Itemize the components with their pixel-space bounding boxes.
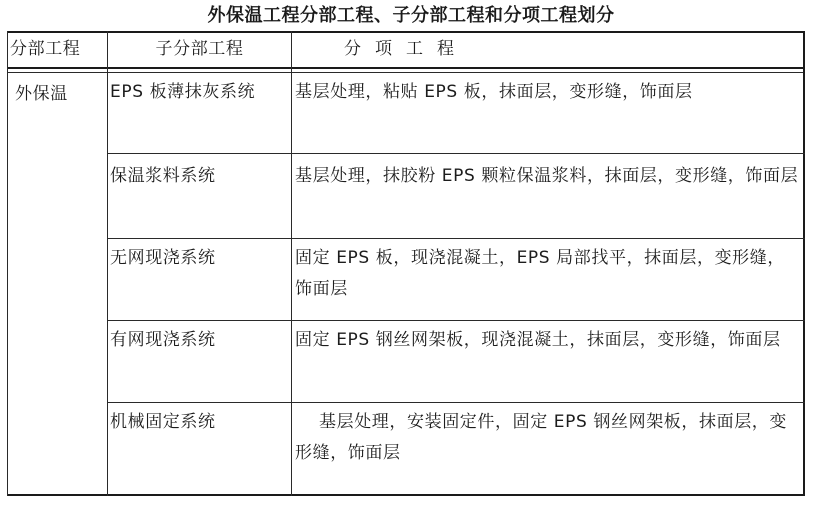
column-divider-2	[291, 31, 292, 496]
subdivision-cell: 无网现浇系统	[110, 248, 216, 268]
column-divider-1	[107, 31, 108, 496]
items-cell: 基层处理，安装固定件，固定 EPS 钢丝网架板，抹面层，变形缝，饰面层	[295, 412, 787, 463]
items-cell: 固定 EPS 板，现浇混凝土，EPS 局部找平，抹面层，变形缝，饰面层	[295, 248, 785, 299]
row-divider	[108, 320, 805, 321]
header-items: 分项工程	[344, 39, 468, 59]
header-double-border	[7, 72, 805, 73]
row-divider	[108, 402, 805, 403]
subdivision-cell: 机械固定系统	[110, 412, 216, 432]
table-title: 外保温工程分部工程、子分部工程和分项工程划分	[207, 5, 615, 26]
table-left-border	[7, 31, 8, 496]
division-table	[7, 31, 804, 496]
subdivision-cell: 保温浆料系统	[110, 166, 216, 186]
table-right-border	[803, 31, 805, 496]
division-cell: 外保温	[15, 84, 68, 104]
row-divider	[108, 153, 805, 154]
subdivision-cell: EPS 板薄抹灰系统	[110, 82, 256, 102]
header-division: 分部工程	[10, 39, 81, 59]
header-subdivision: 子分部工程	[155, 39, 244, 59]
items-cell: 基层处理，抹胶粉 EPS 颗粒保温浆料，抹面层，变形缝，饰面层	[295, 166, 799, 186]
items-cell: 固定 EPS 钢丝网架板，现浇混凝土，抹面层，变形缝，饰面层	[295, 330, 781, 350]
table-bottom-border	[7, 494, 805, 496]
row-divider	[108, 238, 805, 239]
header-bottom-border	[7, 67, 805, 69]
items-cell: 基层处理，粘贴 EPS 板，抹面层，变形缝，饰面层	[295, 82, 693, 102]
subdivision-cell: 有网现浇系统	[110, 330, 216, 350]
